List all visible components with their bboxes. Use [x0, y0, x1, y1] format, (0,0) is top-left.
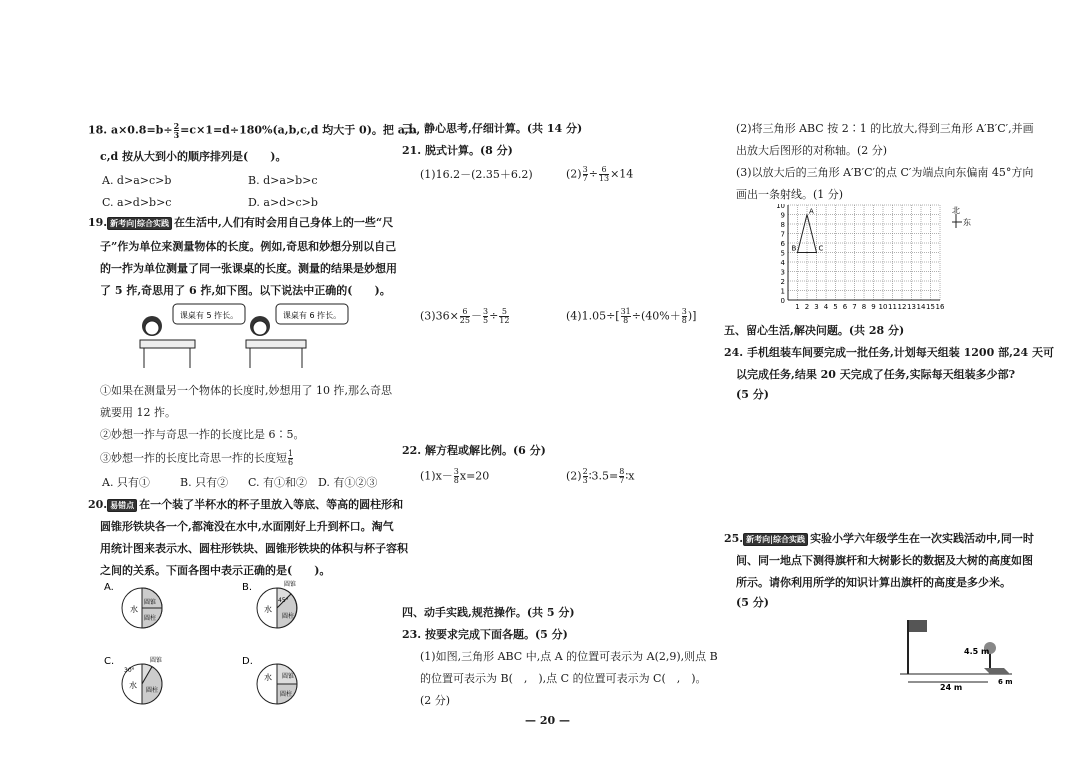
pie-d-cone: 圆锥 [282, 673, 295, 680]
pie-c-cone: 圆锥 [150, 657, 163, 664]
x-tick-label: 6 [842, 303, 848, 311]
fraction: $\frac{1}{6}$ [288, 449, 294, 467]
y-tick-label: 0 [780, 297, 785, 305]
q23-part3-line2: 画出一条射线。(1 分) [736, 188, 844, 201]
page-number: — 20 — [525, 714, 570, 727]
pie-label-a: A. [104, 582, 114, 593]
q23-part2-line2: 出放大后图形的对称轴。(2 分) [736, 144, 888, 157]
q24-line2: 以完成任务,结果 20 天完成了任务,实际每天组装多少部? [736, 368, 1016, 381]
compass-north-label: 北 [952, 206, 960, 215]
q18-option-b: B. d>a>b>c [248, 174, 318, 187]
pie-b-water: 水 [264, 605, 272, 614]
q20-pie-options [102, 578, 352, 718]
q19-statement-2: ②妙想一拃与奇思一拃的长度比是 6∶5。 [100, 428, 305, 441]
q19-statement-1b: 就要用 12 拃。 [100, 406, 176, 419]
x-tick-label: 8 [861, 303, 867, 311]
q25-line4: (5 分) [736, 596, 769, 609]
pie-c-cyl: 圆柱 [146, 687, 159, 694]
fraction: $\frac{3}{7}$ [582, 165, 588, 183]
y-tick-label: 7 [780, 230, 785, 239]
x-tick-label: 14 [916, 303, 926, 311]
x-tick-label: 16 [935, 303, 945, 311]
q19-statement-1a: ①如果在测量另一个物体的长度时,妙想用了 10 拃,那么奇思 [100, 384, 392, 397]
pie-label-b: B. [242, 582, 253, 593]
q21-expr3: (3)36× $\frac{6}{25}$ － $\frac{3}{5}$ ÷ $\frac{5}{12}$ [420, 307, 510, 325]
tree-height-label: 4.5 m [964, 647, 990, 656]
q19-option-a: A. 只有① [102, 476, 150, 489]
bubble-text-2: 课桌有 6 拃长。 [282, 311, 342, 320]
q20-line4: 之间的关系。下面各图中表示正确的是( )。 [100, 564, 331, 577]
x-tick-label: 7 [852, 303, 857, 311]
pie-a-cone: 圆锥 [144, 599, 157, 606]
fraction: $\frac{2}{3}$ [582, 467, 588, 485]
pie-option-d [257, 664, 297, 704]
pie-c-30: 30° [124, 667, 135, 674]
fraction: $\frac{3}{5}$ [482, 307, 489, 325]
q19-line1: 19. 新考向|综合实践 在生活中,人们有时会用自己身体上的一些“尺 [88, 216, 394, 229]
q23-line3: (2 分) [420, 694, 451, 707]
q18-option-a: A. d>a>c>b [102, 174, 172, 187]
q21-expr1: (1)16.2－(2.35＋6.2) [420, 168, 533, 181]
q23-part3-line1: (3)以放大后的三角形 A′B′C′的点 C′为端点向东偏南 45°方向 [736, 166, 1034, 179]
flag-shadow-label: 24 m [940, 683, 963, 692]
q20-tag: 易错点 [107, 499, 137, 512]
q22-eq1: (1)x－ $\frac{3}{8}$ x=20 [420, 467, 490, 485]
q25-line1: 25. 新考向|综合实践 实验小学六年级学生在一次实践活动中,同一时 [724, 532, 1034, 545]
flag-icon [909, 620, 927, 632]
compass-east-label: 东 [963, 218, 971, 227]
y-tick-label: 2 [780, 278, 785, 286]
x-tick-label: 10 [878, 303, 888, 311]
q24-line3: (5 分) [736, 388, 769, 401]
q24-line1: 24. 手机组装车间要完成一批任务,计划每天组装 1200 部,24 天可 [724, 346, 1055, 359]
flagpole-tree-diagram [894, 612, 1024, 692]
q18-option-c: C. a>d>b>c [102, 196, 172, 209]
q22-eq2: (2) $\frac{2}{3}$ ∶3.5= $\frac{8}{7}$ ∶x [566, 467, 635, 485]
q20-line3: 用统计图来表示水、圆柱形铁块、圆锥形铁块的体积与杯子容积 [100, 542, 408, 555]
fraction: $\frac{5}{12}$ [499, 307, 510, 325]
q23-part2-line1: (2)将三角形 ABC 按 2∶1 的比放大,得到三角形 A′B′C′,并画 [736, 122, 1034, 135]
q19-option-c: C. 有①和② [248, 476, 308, 489]
y-tick-label: 6 [780, 240, 785, 248]
q20-line1: 20. 易错点 在一个装了半杯水的杯子里放入等底、等高的圆柱形和 [88, 498, 404, 511]
section4-title: 四、动手实践,规范操作。(共 5 分) [402, 606, 575, 619]
pie-a-cyl: 圆柱 [144, 615, 157, 622]
x-tick-label: 1 [795, 303, 800, 311]
q21-title: 21. 脱式计算。(8 分) [402, 144, 513, 157]
fraction: $\frac{3}{8}$ [453, 467, 459, 485]
y-tick-label: 8 [780, 221, 785, 229]
x-tick-label: 5 [833, 303, 838, 311]
y-tick-label: 1 [780, 287, 785, 296]
pie-label-c: C. [104, 656, 115, 667]
pie-d-water: 水 [264, 673, 272, 682]
q20-line2: 圆锥形铁块各一个,都淹没在水中,水面刚好上升到杯口。淘气 [100, 520, 394, 533]
fraction: $\frac{8}{7}$ [619, 467, 625, 485]
point-c-label: C [818, 244, 824, 253]
q18-line2: c,d 按从大到小的顺序排列是( )。 [100, 150, 287, 163]
pie-b-cyl: 圆柱 [282, 613, 295, 620]
q19-line2: 子”作为单位来测量物体的长度。例如,奇思和妙想分别以自己 [100, 240, 397, 253]
pie-c-water: 水 [129, 681, 137, 690]
point-b-label: B [791, 244, 797, 253]
x-tick-label: 4 [823, 303, 829, 311]
pie-option-c [122, 656, 162, 704]
pie-d-cyl: 圆柱 [280, 691, 293, 698]
x-tick-label: 15 [926, 303, 935, 311]
y-tick-label: 4 [780, 259, 785, 267]
coordinate-grid [774, 204, 1014, 316]
q21-expr2: (2) $\frac{3}{7}$ ÷ $\frac{6}{13}$ ×14 [566, 165, 634, 183]
y-tick-label: 5 [780, 249, 785, 258]
pie-label-d: D. [242, 656, 253, 667]
q19-option-b: B. 只有② [180, 476, 229, 489]
q19-statement-3: ③妙想一拃的长度比奇思一拃的长度短 $\frac{1}{6}$ [100, 449, 294, 467]
x-tick-label: 12 [897, 303, 907, 311]
y-tick-label: 9 [780, 211, 785, 220]
q19-line3: 的一拃为单位测量了同一张课桌的长度。测量的结果是妙想用 [100, 262, 397, 275]
q21-expr4: (4)1.05÷[ $\frac{31}{8}$ ÷(40%＋ $\frac{3}{8}$ )] [566, 307, 697, 325]
q18-option-d: D. a>d>c>b [248, 196, 318, 209]
x-tick-label: 3 [814, 303, 819, 311]
q23-title: 23. 按要求完成下面各题。(5 分) [402, 628, 568, 641]
q25-line2: 间、同一地点下测得旗杆和大树影长的数据及大树的高度如图 [736, 554, 1033, 567]
fraction: $\frac{6}{13}$ [598, 165, 610, 183]
q18-line1: 18. a×0.8=b÷ $\frac{2}{3}$ =c×1=d÷180%(a,b,c,d 均大于 0)。把 a,b, [88, 121, 421, 140]
section3-title: 三、静心思考,仔细计算。(共 14 分) [402, 122, 583, 135]
q19-option-d: D. 有①②③ [318, 476, 378, 489]
q25-tag: 新考向|综合实践 [743, 533, 808, 546]
q23-line2: 的位置可表示为 B( , ),点 C 的位置可表示为 C( , )。 [420, 672, 707, 685]
pie-option-b [257, 580, 297, 628]
fraction: $\frac{3}{8}$ [681, 307, 687, 325]
x-tick-label: 13 [907, 303, 916, 311]
pie-option-a [122, 588, 162, 628]
fraction: $\frac{31}{8}$ [620, 307, 631, 325]
x-tick-label: 11 [888, 303, 897, 311]
q19-line4: 了 5 拃,奇思用了 6 拃,如下图。以下说法中正确的( )。 [100, 284, 391, 297]
tree-shadow-label: 6 m [998, 678, 1013, 686]
q22-title: 22. 解方程或解比例。(6 分) [402, 444, 546, 457]
pie-b-cone: 圆锥 [284, 581, 297, 588]
q23-line1: (1)如图,三角形 ABC 中,点 A 的位置可表示为 A(2,9),则点 B [420, 650, 718, 663]
pie-a-water: 水 [130, 605, 138, 614]
point-a-label: A [809, 207, 814, 216]
bubble-text-1: 课桌有 5 拃长。 [179, 311, 239, 320]
y-tick-label: 10 [776, 204, 785, 210]
q19-tag: 新考向|综合实践 [107, 217, 172, 230]
fraction: $\frac{2}{3}$ [173, 121, 180, 140]
y-tick-label: 3 [780, 268, 785, 277]
fraction: $\frac{6}{25}$ [459, 307, 470, 325]
x-tick-label: 2 [804, 303, 810, 311]
pie-b-45: 45° [278, 597, 289, 604]
kids-measuring-illustration [128, 298, 358, 378]
q25-line3: 所示。请你利用所学的知识计算出旗杆的高度是多少米。 [736, 576, 1011, 589]
section5-title: 五、留心生活,解决问题。(共 28 分) [724, 324, 905, 337]
x-tick-label: 9 [871, 303, 876, 311]
